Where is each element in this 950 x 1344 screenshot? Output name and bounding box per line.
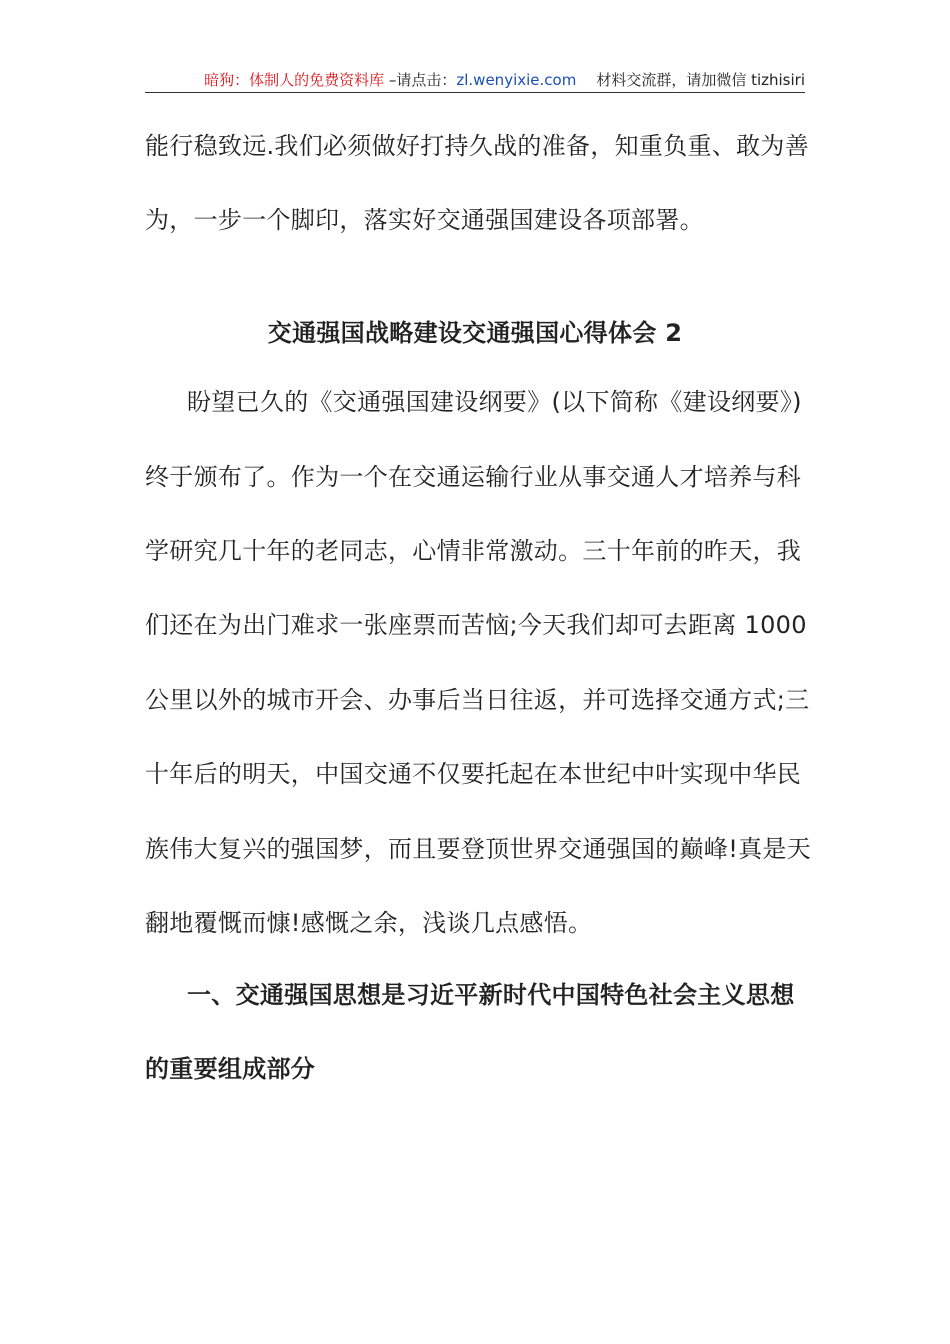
paragraph-line-1: 盼望已久的《交通强国建设纲要》(以下简称《建设纲要》) [187,388,802,416]
header-site-link[interactable]: zl.wenyixie.com [456,71,577,89]
paragraph-line-2: 终于颁布了。作为一个在交通运输行业从事交通人才培养与科 [145,463,802,491]
continuation-line-1: 能行稳致远.我们必须做好打持久战的准备，知重负重、敢为善 [145,132,810,160]
continuation-line-2: 为，一步一个脚印，落实好交通强国建设各项部署。 [145,206,704,234]
paragraph-line-5: 公里以外的城市开会、办事后当日往返，并可选择交通方式;三 [145,686,810,714]
header-brand-text: 暗狗：体制人的免费资料库 [204,71,385,89]
page-header [145,70,805,93]
paragraph-line-4: 们还在为出门难求一张座票而苦恼;今天我们却可去距离 1000 [145,611,807,639]
section-title: 交通强国战略建设交通强国心得体会 2 [267,319,683,347]
header-group-text: 材料交流群，请加微信 tizhisiri [596,71,805,89]
paragraph-line-6: 十年后的明天，中国交通不仅要托起在本世纪中叶实现中华民 [145,760,802,788]
heading-one-line-1: 一、交通强国思想是习近平新时代中国特色社会主义思想 [187,981,795,1009]
heading-one-line-2: 的重要组成部分 [145,1055,316,1083]
paragraph-line-7: 族伟大复兴的强国梦，而且要登顶世界交通强国的巅峰!真是天 [145,835,812,863]
paragraph-line-8: 翻地覆慨而慷!感慨之余，浅谈几点感悟。 [145,909,593,937]
header-click-text: –请点击： [384,71,457,89]
paragraph-line-3: 学研究几十年的老同志，心情非常激动。三十年前的昨天，我 [145,537,802,565]
